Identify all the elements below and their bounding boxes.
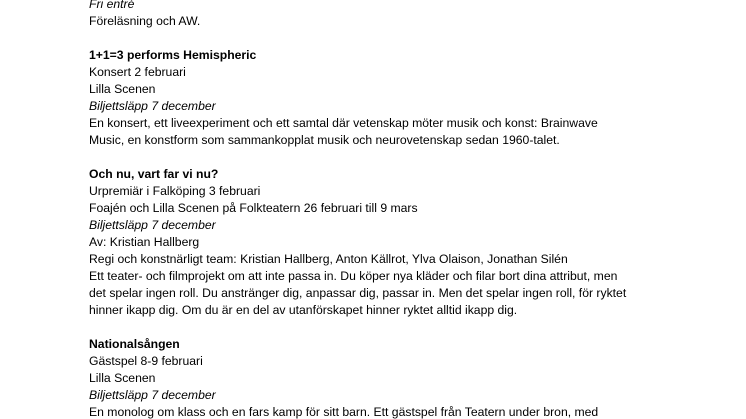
event-date: Gästspel 8-9 februari [89,354,203,368]
ticket-release: Biljettsläpp 7 december [89,99,216,113]
event-team: Regi och konstnärligt team: Kristian Hallberg, Anton Källrot, Ylva Olaison, Jonathan Silén [89,252,568,266]
event-title: 1+1=3 performs Hemispheric [89,48,257,62]
event-body-line: Ett teater- och filmprojekt om att inte passa in. Du köper nya kläder och filar bort dina attribut, men [89,269,618,283]
event-body-line: En konsert, ett liveexperiment och ett samtal där vetenskap möter musik och konst: Brainwave [89,116,598,130]
event-venue: Lilla Scenen [89,82,156,96]
ticket-release: Biljettsläpp 7 december [89,388,216,402]
event-title: Nationalsången [89,337,180,351]
paragraph-gap [89,30,729,47]
event-venue: Foajén och Lilla Scenen på Folkteatern 26 februari till 9 mars [89,201,418,215]
event-body-line: det spelar ingen roll. Du anstränger dig, anpassar dig, passar in. Men det spelar ingen roll, för ryktet [89,286,627,300]
event-venue: Lilla Scenen [89,371,156,385]
paragraph-gap [89,149,729,166]
ticket-release: Biljettsläpp 7 december [89,218,216,232]
document-content [89,0,729,419]
event-description: Föreläsning och AW. [89,14,201,28]
event-date: Konsert 2 februari [89,65,186,79]
event-date: Urpremiär i Falköping 3 februari [89,184,261,198]
event-body-line: En monolog om klass och en fars kamp för sitt barn. Ett gästspel från Teatern under bron, med [89,405,599,419]
fri-entre-label: Fri entré [89,0,135,11]
event-title: Och nu, vart far vi nu? [89,167,219,181]
paragraph-gap [89,319,729,336]
event-body-line: hinner ikapp dig. Om du är en del av utanförskapet hinner ryktet alltid ikapp dig. [89,303,518,317]
event-author: Av: Kristian Hallberg [89,235,200,249]
event-body-line: Music, en konstform som sammankopplat musik och neurovetenskap sedan 1960-talet. [89,133,560,147]
